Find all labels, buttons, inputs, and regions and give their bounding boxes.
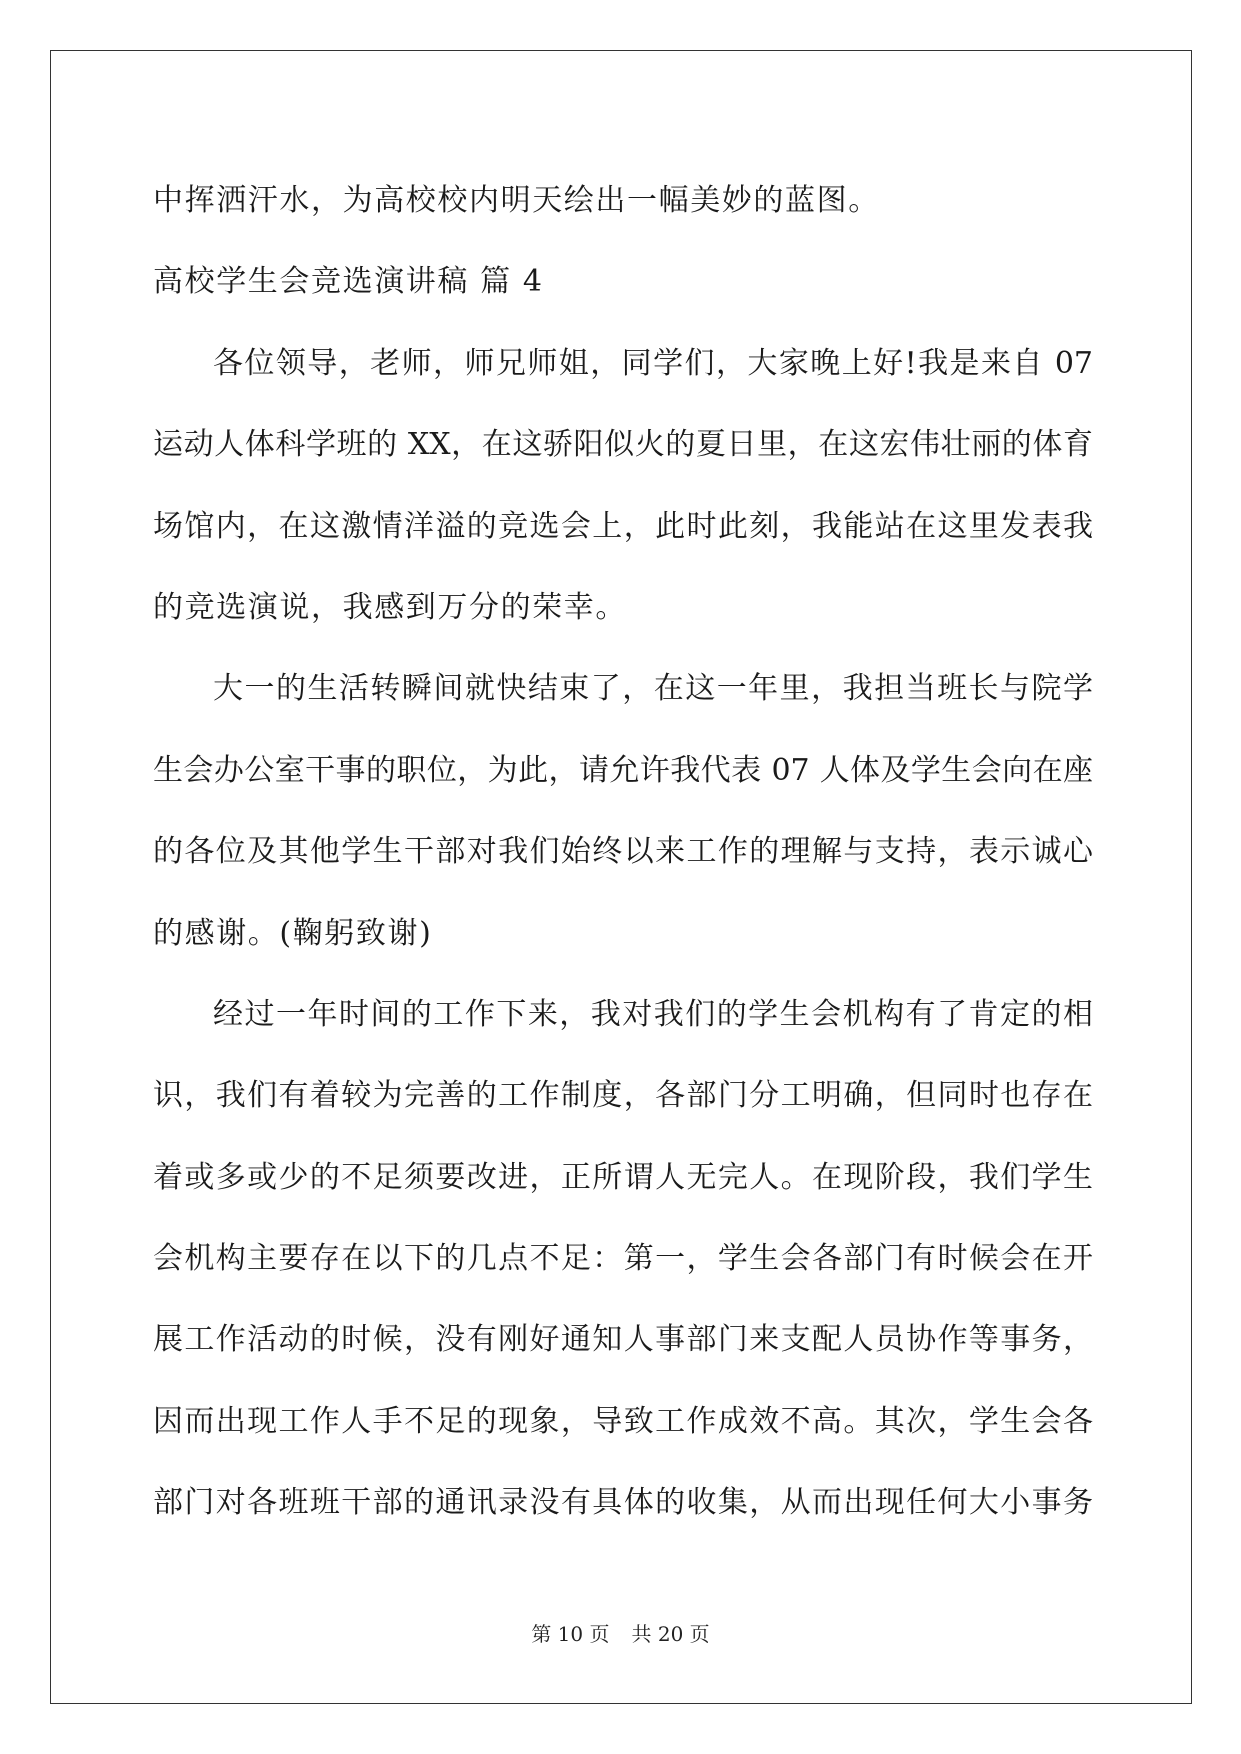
- text-line-3: 各位领导，老师，师兄师姐，同学们，大家晚上好!我是来自 07: [213, 345, 1093, 381]
- text-line-9: 的各位及其他学生干部对我们始终以来工作的理解与支持，表示诚心: [153, 834, 1093, 870]
- text-line-7: 大一的生活转瞬间就快结束了，在这一年里，我担当班长与院学: [213, 671, 1093, 707]
- document-body: [153, 160, 1093, 1544]
- text-line-5: 场馆内，在这激情洋溢的竞选会上，此时此刻，我能站在这里发表我: [153, 508, 1093, 544]
- page-number: 第 10 页: [531, 1622, 610, 1646]
- text-line-8: 生会办公室干事的职位，为此，请允许我代表 07 人体及学生会向在座: [153, 752, 1093, 788]
- text-line-16: 因而出现工作人手不足的现象，导致工作成效不高。其次，学生会各: [153, 1403, 1093, 1439]
- text-line-13: 着或多或少的不足须要改进，正所谓人无完人。在现阶段，我们学生: [153, 1159, 1093, 1195]
- text-line-14: 会机构主要存在以下的几点不足：第一，学生会各部门有时候会在开: [153, 1241, 1093, 1277]
- section-heading: 高校学生会竞选演讲稿 篇 4: [153, 264, 544, 300]
- text-line-1: 中挥洒汗水，为高校校内明天绘出一幅美妙的蓝图。: [153, 183, 880, 218]
- text-line-17: 部门对各班班干部的通讯录没有具体的收集，从而出现任何大小事务: [153, 1485, 1093, 1521]
- text-line-6: 的竞选演说，我感到万分的荣幸。: [153, 589, 627, 625]
- text-line-4: 运动人体科学班的 XX，在这骄阳似火的夏日里，在这宏伟壮丽的体育: [153, 427, 1093, 463]
- text-line-10: 的感谢。(鞠躬致谢): [153, 915, 433, 951]
- page-total: 共 20 页: [631, 1622, 710, 1646]
- text-line-15: 展工作活动的时候，没有刚好通知人事部门来支配人员协作等事务，: [153, 1322, 1093, 1358]
- page-footer: [0, 1618, 1241, 1647]
- text-line-11: 经过一年时间的工作下来，我对我们的学生会机构有了肯定的相: [213, 996, 1093, 1032]
- text-line-12: 识，我们有着较为完善的工作制度，各部门分工明确，但同时也存在: [153, 1078, 1093, 1114]
